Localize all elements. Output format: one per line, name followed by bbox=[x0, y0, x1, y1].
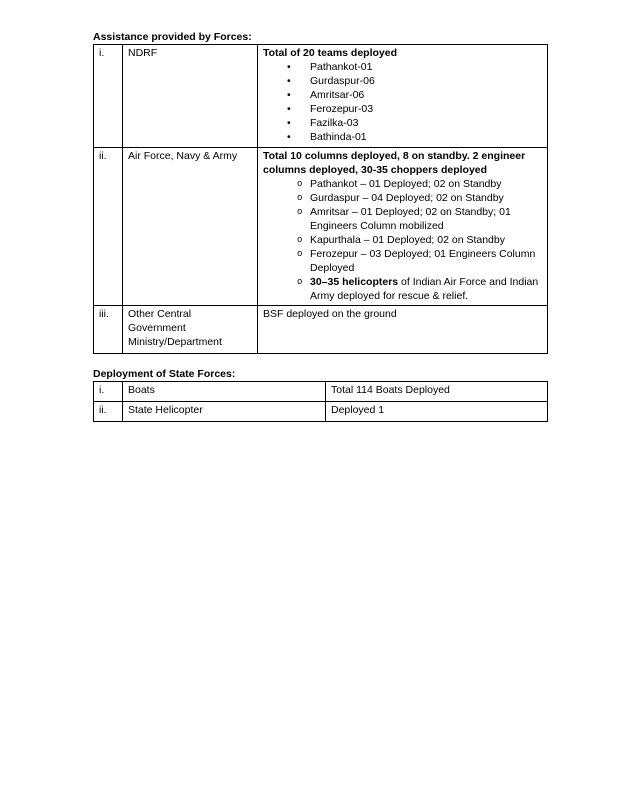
bullet-text: Kapurthala – 01 Deployed; 02 on Standby bbox=[310, 234, 505, 246]
bullet-text-rest: of Indian Air Force and Indian Army deployed for rescue & relief. bbox=[310, 276, 539, 302]
bullet-text: Ferozepur – 03 Deployed; 01 Engineers Column Deployed bbox=[310, 248, 536, 274]
list-item bbox=[287, 247, 543, 275]
bullet-text: Gurdaspur – 04 Deployed; 02 on Standby bbox=[310, 192, 504, 204]
circle-bullet-icon: o bbox=[297, 249, 303, 259]
bullet-icon: • bbox=[287, 131, 291, 143]
assistance-section-title: Assistance provided by Forces: bbox=[93, 31, 252, 43]
row-index: i. bbox=[94, 382, 123, 402]
bullet-text: Amritsar-06 bbox=[310, 89, 365, 101]
table-row-armed-forces bbox=[94, 148, 548, 306]
resource-name: Boats bbox=[123, 382, 326, 402]
bullet-icon: • bbox=[287, 103, 291, 115]
bullet-text: Bathinda-01 bbox=[310, 131, 367, 143]
state-forces-table bbox=[93, 381, 548, 422]
list-item bbox=[287, 102, 543, 116]
deployment-summary: Total of 20 teams deployed bbox=[263, 47, 398, 59]
document-content bbox=[93, 30, 547, 422]
bullet-text: Fazilka-03 bbox=[310, 117, 359, 129]
bullet-icon: • bbox=[287, 61, 291, 73]
bullet-icon: • bbox=[287, 75, 291, 87]
agency-name: Other Central Government Ministry/Department bbox=[123, 306, 258, 354]
row-index: ii. bbox=[94, 148, 123, 306]
bullet-text: Ferozepur-03 bbox=[310, 103, 374, 115]
bullet-text: Pathankot-01 bbox=[310, 61, 373, 73]
agency-name: NDRF bbox=[123, 45, 258, 148]
resource-name: State Helicopter bbox=[123, 402, 326, 422]
list-item bbox=[287, 205, 543, 233]
circle-bullet-icon: o bbox=[297, 193, 303, 203]
bullet-icon: • bbox=[287, 89, 291, 101]
bullet-text: Gurdaspur-06 bbox=[310, 75, 375, 87]
list-item bbox=[287, 88, 543, 102]
list-item bbox=[287, 233, 543, 247]
deployment-detail: Total 114 Boats Deployed bbox=[326, 382, 548, 402]
circle-bullet-icon: o bbox=[297, 277, 303, 287]
bullet-text: Pathankot – 01 Deployed; 02 on Standby bbox=[310, 178, 502, 190]
list-item bbox=[287, 177, 543, 191]
bullet-text: Amritsar – 01 Deployed; 02 on Standby; 01 Engineers Column mobilized bbox=[310, 206, 511, 232]
row-index: i. bbox=[94, 45, 123, 148]
circle-bullet-icon: o bbox=[297, 179, 303, 189]
bullet-icon: • bbox=[287, 117, 291, 129]
table-row-ndrf bbox=[94, 45, 548, 148]
deployment-detail: BSF deployed on the ground bbox=[258, 306, 548, 354]
deployment-detail-cell bbox=[258, 45, 548, 148]
table-row-other-central bbox=[94, 306, 548, 354]
circle-bullet-icon: o bbox=[297, 235, 303, 245]
bullet-text bbox=[310, 275, 543, 303]
table-row-state-helicopter bbox=[94, 402, 548, 422]
assistance-table bbox=[93, 44, 548, 354]
circle-bullet-icon: o bbox=[297, 207, 303, 217]
deployment-summary: Total 10 columns deployed, 8 on standby. 2 engineer columns deployed, 30-35 choppers deployed bbox=[263, 150, 526, 176]
agency-name: Air Force, Navy & Army bbox=[123, 148, 258, 306]
list-item bbox=[287, 116, 543, 130]
list-item bbox=[287, 191, 543, 205]
row-index: iii. bbox=[94, 306, 123, 354]
bullet-text-bold: 30–35 helicopters bbox=[310, 276, 399, 288]
deployment-detail: Deployed 1 bbox=[326, 402, 548, 422]
row-index: ii. bbox=[94, 402, 123, 422]
list-item bbox=[287, 60, 543, 74]
state-forces-section-title: Deployment of State Forces: bbox=[93, 368, 236, 380]
deployment-detail-cell bbox=[258, 148, 548, 306]
table-row-boats bbox=[94, 382, 548, 402]
list-item bbox=[287, 130, 543, 144]
list-item bbox=[287, 74, 543, 88]
list-item bbox=[287, 275, 543, 303]
